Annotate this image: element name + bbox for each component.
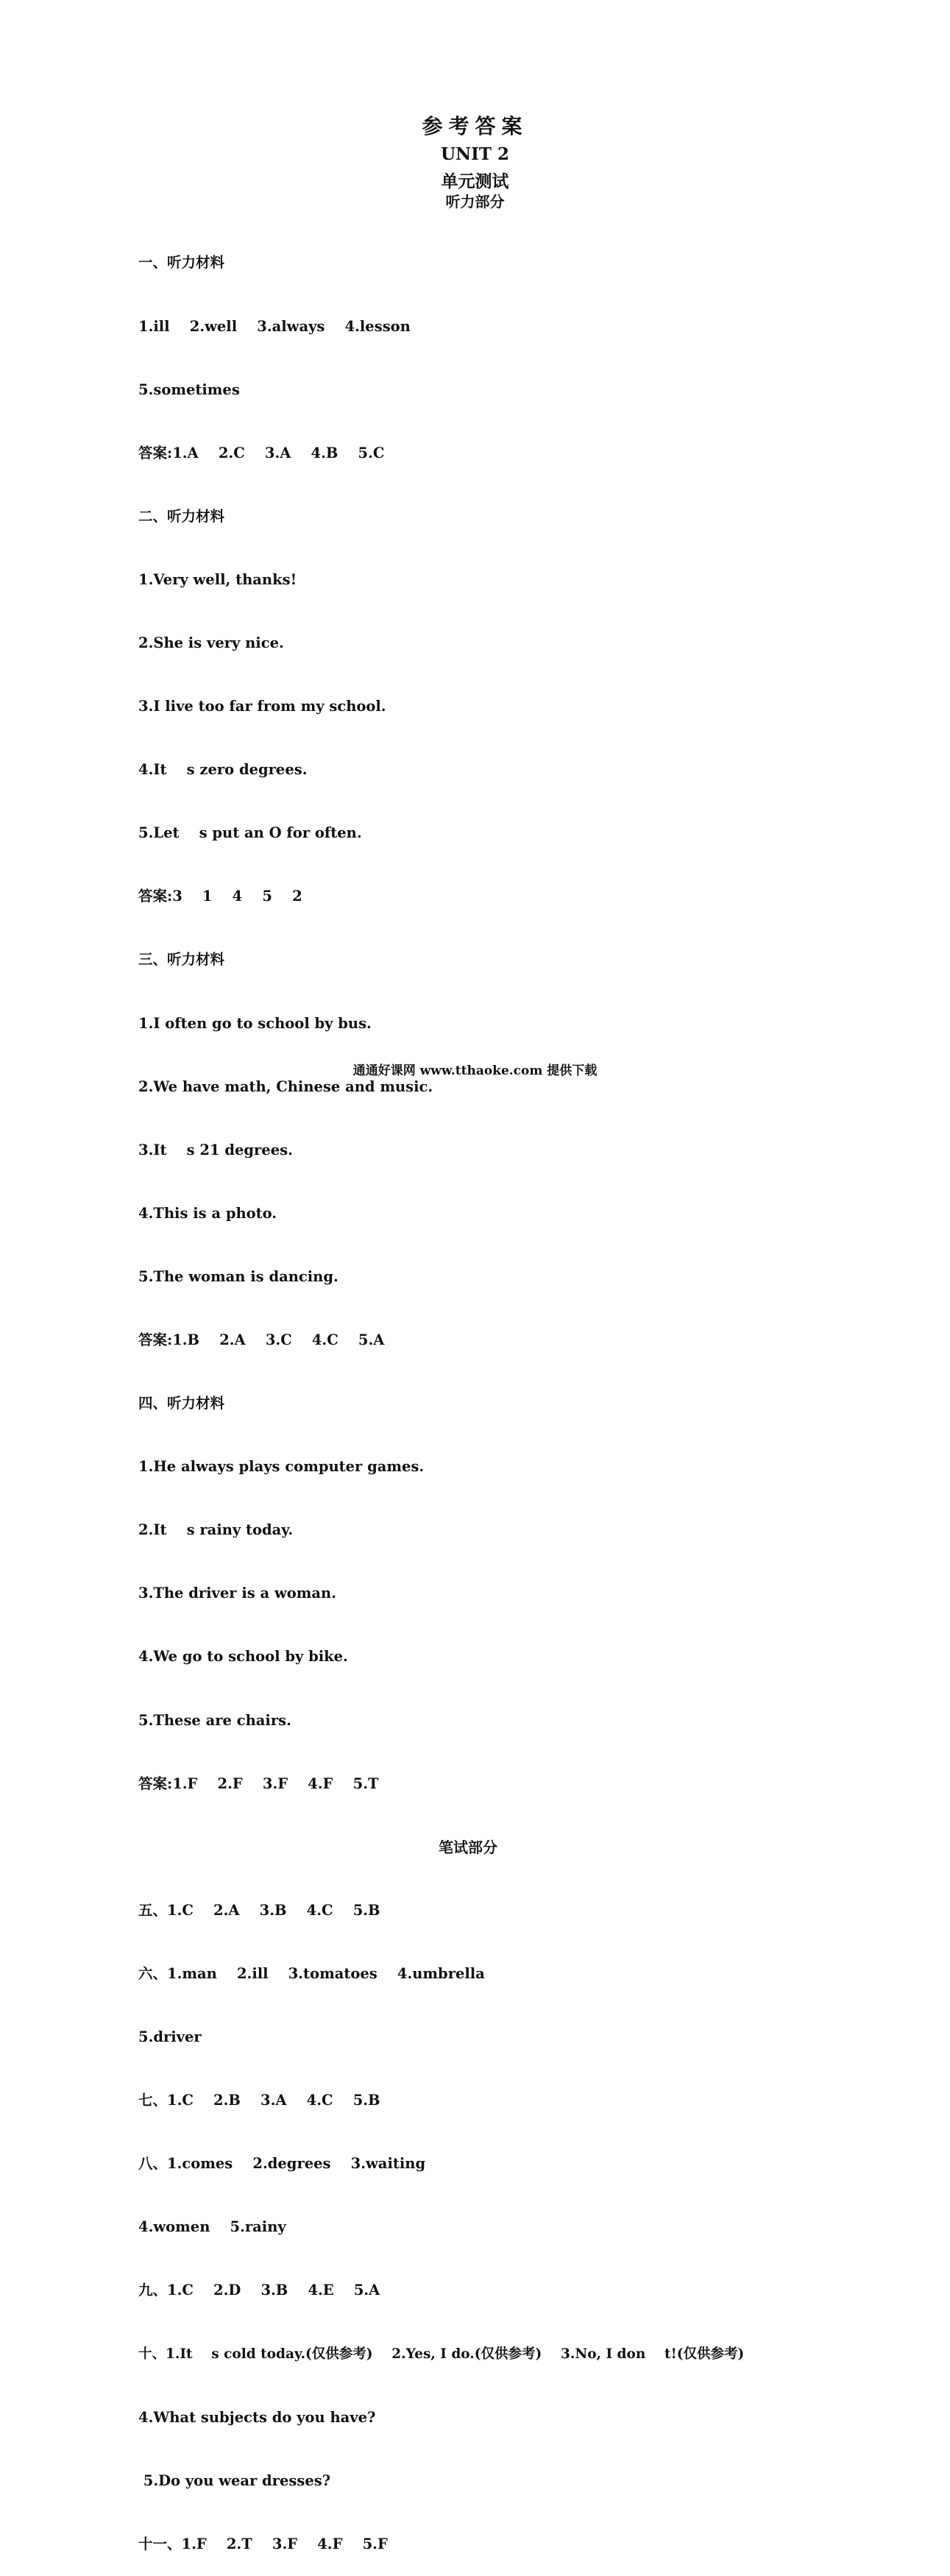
written-section-heading: 笔试部分 — [439, 1838, 497, 1856]
answer-line: 5.sometimes — [138, 381, 240, 398]
answer-line: 5.Do you wear dresses? — [138, 2471, 331, 2489]
answer-line: 十一、1.F 2.T 3.F 4.F 5.F — [138, 2535, 388, 2552]
answer-line: 5.driver — [138, 2028, 202, 2046]
answer-line: 2.She is very nice. — [138, 634, 284, 651]
answer-line: 十、1.It s cold today.(仅供参考) 2.Yes, I do.(仅供参考) 3.No, I don t!(仅供参考) — [138, 2346, 745, 2362]
answer-line: 1.ill 2.well 3.always 4.lesson — [138, 317, 411, 335]
answer-line: 4.We go to school by bike. — [138, 1648, 348, 1666]
answer-line: 答案:1.B 2.A 3.C 4.C 5.A — [138, 1331, 385, 1348]
answer-line: 1.He always plays computer games. — [138, 1458, 425, 1476]
answer-line: 三、听力材料 — [138, 951, 225, 969]
answer-line: 3.It s 21 degrees. — [138, 1141, 293, 1158]
answer-line: 4.What subjects do you have? — [138, 2408, 376, 2426]
answer-line: 五、1.C 2.A 3.B 4.C 5.B — [138, 1901, 380, 1919]
answer-line: 答案:1.A 2.C 3.A 4.B 5.C — [138, 444, 385, 461]
page-title: 参考答案 — [422, 114, 528, 138]
answer-line: 答案:3 1 4 5 2 — [138, 888, 302, 905]
answer-line: 二、听力材料 — [138, 507, 225, 525]
answer-line: 5.Let s put an O for often. — [138, 824, 362, 842]
answer-line: 八、1.comes 2.degrees 3.waiting — [138, 2155, 426, 2173]
answer-line: 答案:1.F 2.F 3.F 4.F 5.T — [138, 1774, 379, 1792]
answer-body — [138, 210, 744, 2576]
answer-line: 七、1.C 2.B 3.A 4.C 5.B — [138, 2092, 380, 2109]
answer-line: 九、1.C 2.D 3.B 4.E 5.A — [138, 2282, 380, 2299]
answer-line: 4.It s zero degrees. — [138, 761, 308, 779]
answer-line: 1.Very well, thanks! — [138, 570, 297, 588]
listening-section-heading: 听力部分 — [445, 193, 505, 210]
answer-line: 一、听力材料 — [138, 254, 225, 272]
footer-text: 通通好课网 www.tthaoke.com 提供下载 — [352, 1064, 598, 1078]
answer-line: 5.The woman is dancing. — [138, 1267, 338, 1285]
answer-line: 3.The driver is a woman. — [138, 1585, 336, 1602]
test-heading: 单元测试 — [441, 171, 509, 191]
answer-line: 4.This is a photo. — [138, 1204, 277, 1222]
answer-line: 1.I often go to school by bus. — [138, 1014, 372, 1032]
answer-line: 2.It s rainy today. — [138, 1521, 294, 1539]
answer-line: 3.I live too far from my school. — [138, 698, 386, 715]
answer-line: 5.These are chairs. — [138, 1711, 291, 1729]
answer-line: 2.We have math, Chinese and music. — [138, 1078, 433, 1095]
unit-heading: UNIT 2 — [441, 144, 509, 164]
answer-line: 4.women 5.rainy — [138, 2218, 286, 2236]
answer-line: 四、听力材料 — [138, 1395, 225, 1412]
answer-line: 六、1.man 2.ill 3.tomatoes 4.umbrella — [138, 1964, 485, 1982]
